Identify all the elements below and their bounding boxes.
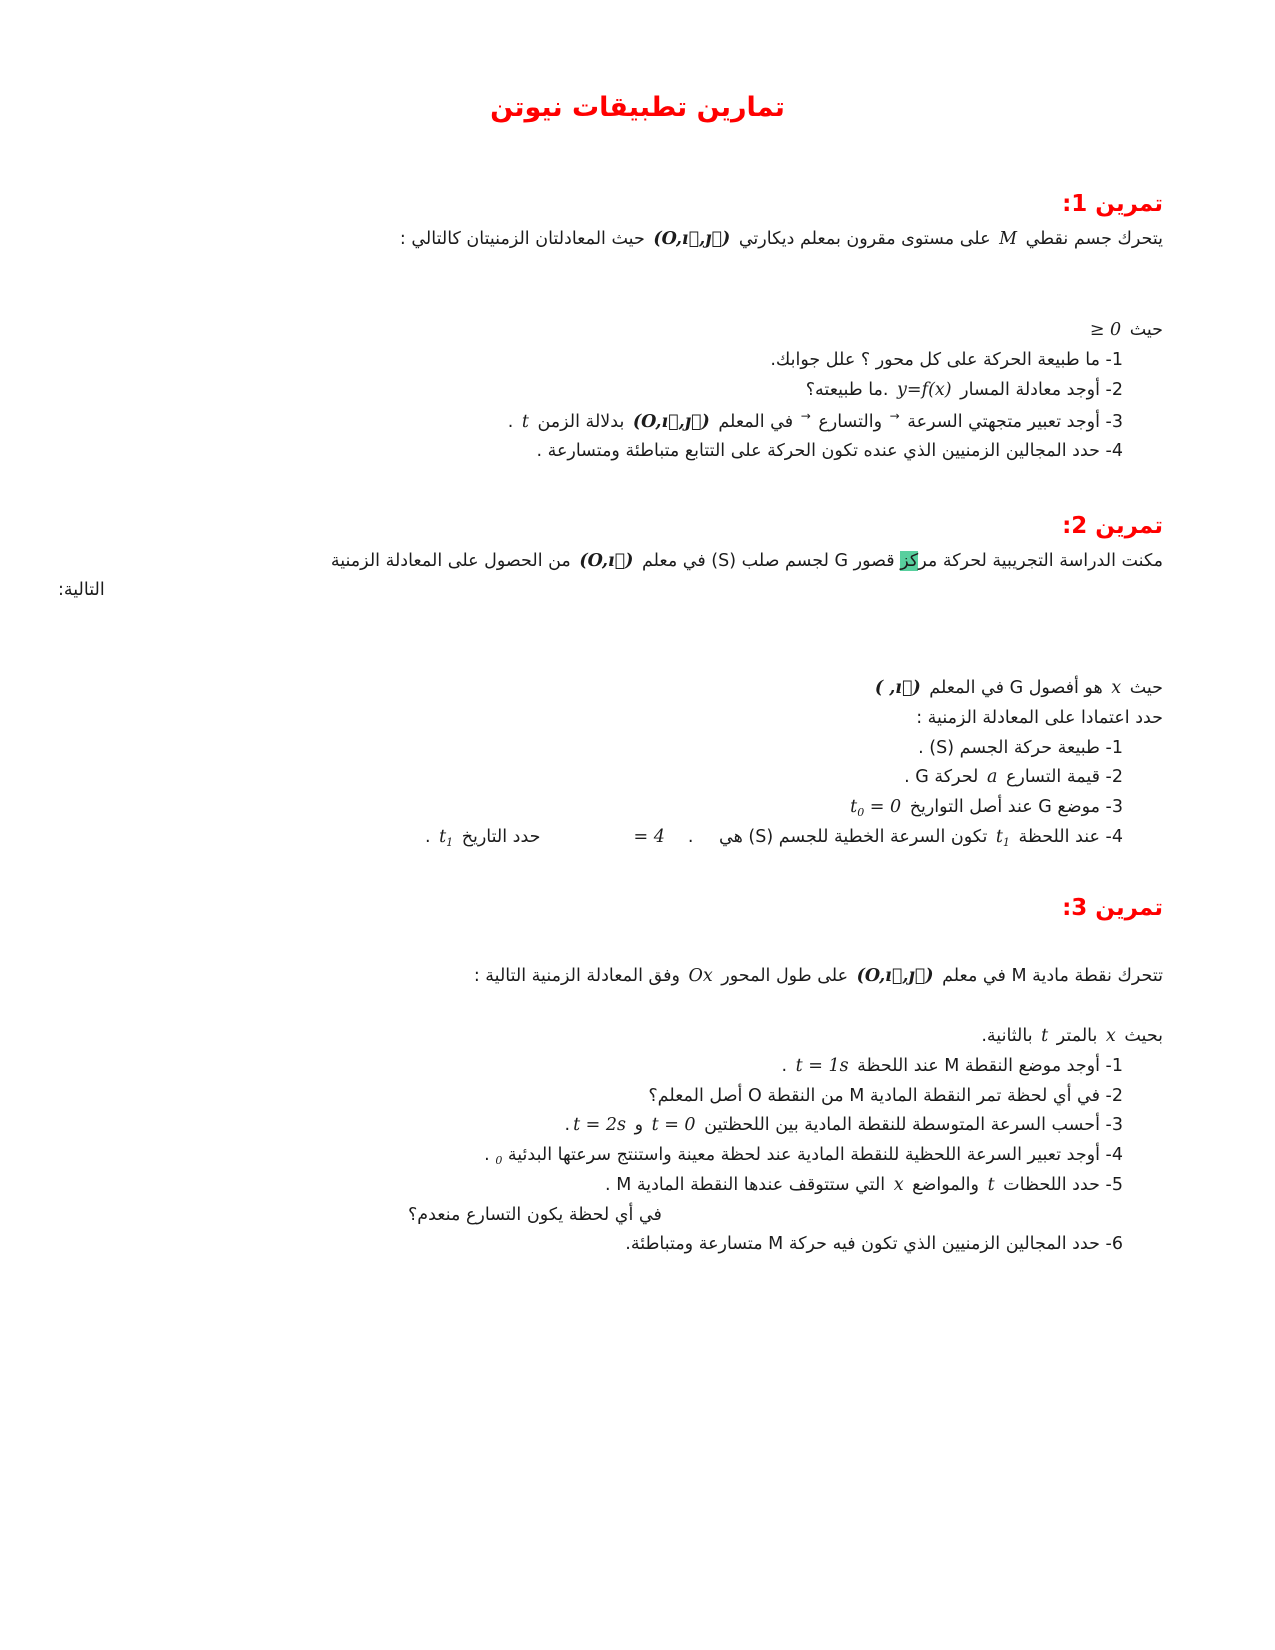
exercise-1-questions	[58, 346, 1163, 467]
time-equation: t = 2s	[573, 1115, 627, 1136]
period: .	[484, 1145, 496, 1166]
subscript: 1	[1002, 835, 1010, 849]
t-symbol: t	[995, 826, 1003, 847]
point-symbol: M	[999, 228, 1018, 249]
equals-zero: = 0	[864, 797, 902, 818]
question-5-followup: في أي لحظة يكون التسارع منعدم؟	[408, 1204, 662, 1225]
time-equation: t = 0	[651, 1115, 696, 1136]
frame-notation: (O,ı⃗,ȷ⃗)	[653, 228, 731, 249]
period: .	[781, 1055, 793, 1076]
inequality: ≥ 0	[1089, 320, 1122, 341]
text: بحيث	[1118, 1026, 1163, 1047]
question-text: 2- أوجد معادلة المسار	[954, 379, 1123, 400]
subscript: 0	[857, 806, 865, 820]
question-text: .	[507, 411, 519, 432]
period: .	[564, 1115, 571, 1136]
t-symbol: t	[987, 1174, 995, 1195]
question-4	[58, 1141, 1163, 1171]
frame-notation: ( ,ı⃗)	[874, 678, 921, 699]
question-text: لحركة G .	[904, 767, 984, 788]
question-text: والمواضع	[906, 1174, 985, 1195]
question-text: 3- موضع G عند أصل التواريخ	[904, 797, 1123, 818]
missing-equation-placeholder	[58, 992, 1163, 1022]
frame-notation: (O,ı⃗)	[579, 550, 634, 571]
acceleration-symbol: a	[986, 767, 998, 788]
exercise-2-questions	[58, 734, 1163, 853]
axis-symbol: Ox	[688, 966, 713, 987]
intro-text: تتحرك نقطة مادية M في معلم	[936, 966, 1163, 987]
t-symbol: t	[1041, 1026, 1049, 1047]
question-text: التي ستتوقف عندها النقطة المادية M .	[605, 1174, 891, 1195]
missing-symbol-space	[693, 841, 713, 842]
exercise-3-questions	[58, 1052, 1163, 1260]
t1-symbol	[996, 827, 1010, 847]
time-symbol: t	[521, 411, 529, 432]
question-text: والتسارع	[812, 411, 888, 432]
t-symbol: t	[850, 797, 858, 818]
question-text: 3- أوجد تعبير متجهتي السرعة	[901, 411, 1123, 432]
question-text: 4- عند اللحظة	[1012, 826, 1123, 847]
question-text: 3- أحسب السرعة المتوسطة للنقطة المادية بين اللحظتين	[698, 1115, 1123, 1136]
trajectory-equation: y=f(x)	[897, 379, 952, 400]
green-highlight: كز	[900, 550, 919, 571]
frame-notation: (O,ı⃗,ȷ⃗)	[632, 411, 710, 432]
question-4: 4- حدد المجالين الزمنيين الذي عنده تكون الحركة على التتابع متباطئة ومتسارعة .	[536, 441, 1123, 462]
text: حيث	[1124, 678, 1163, 699]
determine-instruction: حدد اعتمادا على المعادلة الزمنية :	[916, 707, 1163, 728]
text: بالثانية.	[981, 1026, 1039, 1047]
intro-text: مكنت الدراسة التجريبية لحركة مر	[918, 550, 1163, 571]
question-text: في المعلم	[712, 411, 799, 432]
question-text: 1- أوجد موضع النقطة M عند اللحظة	[851, 1055, 1123, 1076]
period: .	[687, 826, 694, 847]
intro-text: على مستوى مقرون بمعلم ديكارتي	[733, 228, 997, 249]
t1-symbol	[439, 827, 453, 847]
question-1	[58, 1052, 1163, 1082]
intro-text: على طول المحور	[715, 966, 854, 987]
question-text: حدد التاريخ	[456, 826, 541, 847]
spacer	[58, 123, 1163, 191]
acceleration-vector-arrow-icon: →	[800, 408, 811, 423]
missing-equation-placeholder	[58, 254, 1163, 316]
question-text: تكون السرعة الخطية للجسم (S) هي	[713, 826, 993, 847]
page-content	[0, 123, 1275, 1260]
question-2: 2- في أي لحظة تمر النقطة المادية M من النقطة O أصل المعلم؟	[648, 1085, 1123, 1106]
question-3	[58, 1111, 1163, 1141]
frame-notation: (O,ı⃗,ȷ⃗)	[856, 966, 934, 987]
intro-text: حيث المعادلتان الزمنيتان كالتالي :	[399, 228, 651, 249]
x-symbol: x	[1105, 1026, 1116, 1047]
period: .	[424, 826, 437, 847]
question-5	[58, 1171, 1163, 1201]
question-text: .ما طبيعته؟	[805, 379, 895, 400]
question-text: 4- أوجد تعبير السرعة اللحظية للنقطة المادية عند لحظة معينة واستنتج سرعتها البدئية	[502, 1145, 1123, 1166]
t-symbol: t	[439, 826, 447, 847]
question-text: 5- حدد اللحظات	[997, 1174, 1123, 1195]
question-1: 1- ما طبيعة الحركة على كل محور ؟ علل جوابك.	[770, 350, 1123, 371]
x-symbol: x	[893, 1174, 904, 1195]
question-text: 2- قيمة التسارع	[1000, 767, 1123, 788]
exercise-2	[58, 513, 1163, 853]
missing-equation-placeholder	[58, 606, 1163, 674]
exercise-1-intro	[58, 225, 1163, 255]
spacer	[58, 853, 1163, 895]
question-text: و	[629, 1115, 649, 1136]
intro-text: يتحرك جسم نقطي	[1020, 228, 1163, 249]
spacer	[58, 922, 1163, 962]
condition-text: حيث	[1124, 320, 1163, 341]
exercise-1	[58, 191, 1163, 467]
time-equation: t = 1s	[795, 1055, 849, 1076]
missing-symbol-space	[668, 841, 688, 842]
exercise-2-intro-continuation: التالية:	[58, 580, 105, 601]
text: بالمتر	[1051, 1026, 1103, 1047]
question-3	[58, 406, 1163, 438]
abscissa-definition-line	[58, 674, 1163, 704]
exercise-1-header: تمرين 1:	[1062, 191, 1163, 217]
question-4	[58, 823, 1163, 853]
intro-text: قصور G لجسم صلب (S) في معلم	[636, 550, 901, 571]
intro-text: وفق المعادلة الزمنية التالية :	[473, 966, 686, 987]
x-symbol: x	[1111, 678, 1122, 699]
velocity-vector-arrow-icon: →	[889, 408, 900, 423]
question-3	[58, 793, 1163, 823]
page-title: تمارين تطبيقات نيوتن	[490, 92, 785, 123]
condition-line	[58, 316, 1163, 346]
question-2	[58, 376, 1163, 406]
initial-speed-subscript: 0	[495, 1154, 503, 1168]
intro-text: من الحصول على المعادلة الزمنية	[330, 550, 577, 571]
exercise-3-intro	[58, 962, 1163, 992]
units-line	[58, 1022, 1163, 1052]
subscript: 1	[446, 835, 454, 849]
time-origin-equation	[850, 797, 902, 820]
speed-value-equation: = 4	[633, 826, 665, 847]
spacer	[58, 467, 1163, 513]
exercise-2-intro	[58, 547, 1163, 577]
question-1: 1- طبيعة حركة الجسم (S) .	[918, 737, 1123, 758]
missing-symbol-space	[540, 841, 630, 842]
question-2	[58, 763, 1163, 793]
exercise-3	[58, 895, 1163, 1260]
question-text: بدلالة الزمن	[531, 411, 630, 432]
question-6: 6- حدد المجالين الزمنيين الذي تكون فيه حركة M متسارعة ومتباطئة.	[625, 1234, 1123, 1255]
text: هو أفصول G في المعلم	[923, 678, 1109, 699]
exercise-2-header: تمرين 2:	[1062, 513, 1163, 540]
exercise-3-header: تمرين 3:	[1062, 894, 1163, 921]
